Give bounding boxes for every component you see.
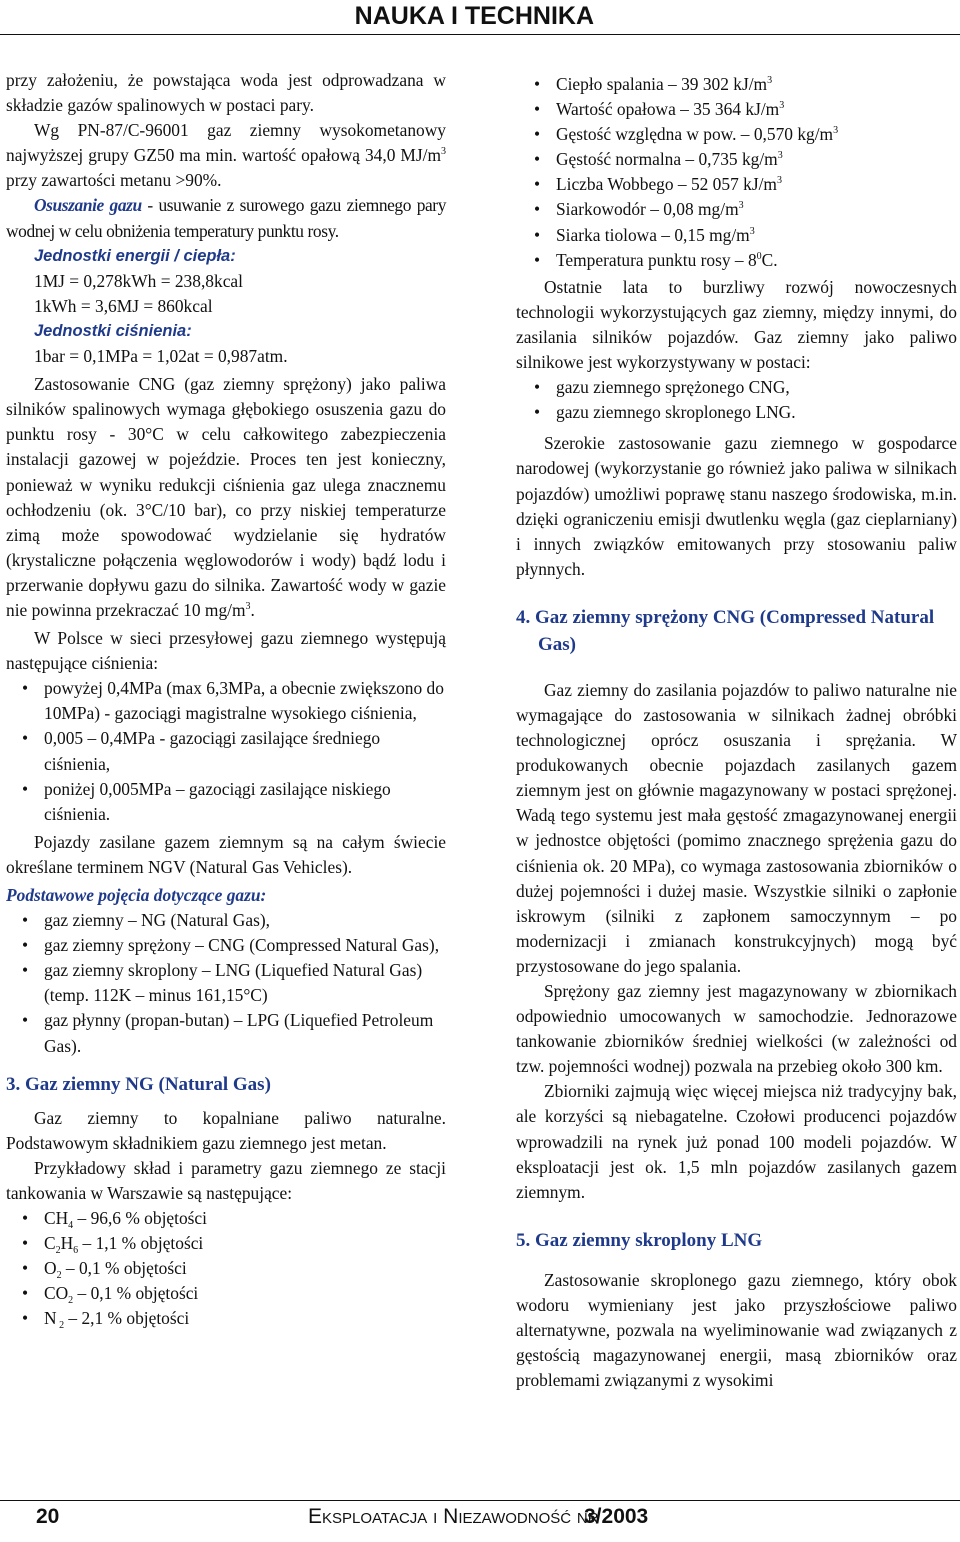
issue-number: 3/2003 (584, 1505, 649, 1528)
pressure-units-title: Jednostki ciśnienia: (34, 321, 192, 340)
list-item: • $CH_4 - 96,6$ % objętości (22, 1208, 207, 1232)
list-item: • poniżej 0,005MPa – gazociągi zasilające niskiego ciśnienia. (22, 778, 391, 824)
list-item: • powyżej 0,4MPa (max 6,3MPa, a obecnie zwiększono do 10MPa) - gazociągi magistralne wysokiego ciśnienia, (22, 678, 444, 724)
paragraph-drying: Osuszanie gazu - usuwanie z surowego gazu ziemnego pary wodnej w celu obniżenia temperatury punktu rosy. (6, 195, 446, 241)
list-item: • Gęstość względna w pow. – 0,570 $kg/m^3$ (534, 124, 839, 145)
list-item: • gazu ziemnego skroplonego LNG. (534, 402, 796, 423)
units-box (6, 244, 446, 369)
paragraph-pn-norm: Wg PN-87/C-96001 gaz ziemny wysokometanowy najwyższej grupy GZ50 ma min. wartość opałową 34,0 $MJ/m^3$ przy zawartości metanu >90%. (6, 120, 446, 191)
term-drying: Osuszanie gazu (34, 195, 142, 216)
paragraph-poland-pressures: W Polsce w sieci przesyłowej gazu ziemnego występują następujące ciśnienia: (6, 628, 446, 674)
list-item: • gaz ziemny skroplony – LNG (Liquefied Natural Gas) (temp. 112K – minus 161,15°C) (22, 960, 423, 1006)
list-item: • Wartość opałowa – 35 364 $kJ/m^3$ (534, 99, 785, 120)
header-rule (0, 34, 960, 35)
energy-unit-line-1: 1MJ = 0,278kWh = 238,8kcal (34, 270, 243, 291)
list-item: • 0,005 – 0,4MPa - gazociągi zasilające średniego ciśnienia, (22, 728, 381, 774)
list-item: • Ciepło spalania – 39 302 $kJ/m^3$ (534, 74, 773, 94)
concepts-title: Podstawowe pojęcia dotyczące gazu: (6, 885, 267, 905)
fuel-forms-list (516, 375, 957, 425)
list-item: • Gęstość normalna – 0,735 $kg/m^3$ (534, 149, 783, 170)
page-number: 20 (36, 1505, 60, 1528)
section-4-heading: 4. Gaz ziemny sprężony CNG (Compressed Natural Gas) (516, 606, 935, 655)
paragraph-wide-use: Szerokie zastosowanie gazu ziemnego w gospodarce narodowej (wykorzystanie go również jako paliwa w silnikach pojazdów) umożliwi poprawę stanu naszego środowiska, m.in. dzięki ograniczeniu emisji dwutlenku węgla (gaz cieplarniany) i innych związków emitowanych przy stosowaniu paliw płynnych. (516, 433, 957, 579)
list-item: • $CO_2 - 0,1$ % objętości (22, 1283, 199, 1307)
gas-parameters-list (516, 72, 957, 273)
list-item: • Siarkowodór – 0,08 $mg/m^3$ (534, 199, 744, 220)
energy-units-title: Jednostki energii / ciepła: (34, 246, 236, 265)
composition-list (6, 1206, 446, 1331)
list-item: • $C_2H_6 - 1,1$ % objętości (22, 1233, 204, 1257)
right-column (516, 72, 957, 1393)
section-3-heading: 3. Gaz ziemny NG (Natural Gas) (6, 1073, 271, 1095)
paragraph-ngv: Pojazdy zasilane gazem ziemnym są na całym świecie określane terminem NGV (Natural Gas Vehicles). (6, 831, 446, 877)
list-item: • gaz ziemny sprężony – CNG (Compressed Natural Gas), (22, 935, 440, 956)
paragraph-cng-drying: Zastosowanie CNG (gaz ziemny sprężony) jako paliwa silników spalinowych wymaga głębokiego osuszenia gazu do punktu rosy - 30°C w celu całkowitego zabezpieczenia instalacji gazowej w pojeździe. Proces ten jest konieczny, ponieważ w wyniku redukcji ciśnienia gaz ulega znacznemu ochłodzeniu (ok. 3°C/10 bar), co przy niskiej temperaturze zimą może spowodować wydzielanie się hydratów (krystaliczne połączenia węglowodorów i wody) bądź lodu i przerwanie dopływu gazu do silnika. Zawartość wody w gazie nie powinna przekraczać 10 $mg/m^3$. (6, 374, 446, 620)
paragraph-ng-composition: Przykładowy skład i parametry gazu ziemnego ze stacji tankowania w Warszawie są następujące: (6, 1157, 446, 1203)
running-header: NAUKA I TECHNIKA (354, 2, 594, 30)
paragraph-cng-3: Zbiorniki zajmują więc więcej miejsca niż tradycyjny bak, ale korzyści są niebagatelne. Czołowi producenci pojazdów wprowadzili na rynek już ponad 100 modeli pojazdów. W eksploatacji jest ok. 1,5 mln pojazdów zasilanych gazem ziemnym. (516, 1081, 957, 1202)
paragraph-recent-years: Ostatnie lata to burzliwy rozwój nowoczesnych technologii wykorzystujących gaz ziemny, między innymi, do zasilania silników pojazdów. Gaz ziemny jako paliwo silnikowe jest wykorzystywany w postaci: (516, 276, 957, 373)
left-column (6, 68, 446, 1332)
paragraph-lng-1: Zastosowanie skroplonego gazu ziemnego, który obok wodoru wymieniany jest jako przyszłościowe paliwo alternatywne, pozwala na wyeliminowanie wad związanych z gęstością magazynowanej energii, masą zbiorników oraz problemami związanymi z wysokimi (516, 1269, 957, 1391)
concepts-list (6, 908, 446, 1059)
pressure-list (6, 676, 446, 827)
footer-rule (0, 1500, 960, 1501)
list-item: • N $_2$ – 2,1 % objętości (22, 1308, 190, 1332)
list-item: • gazu ziemnego sprężonego CNG, (534, 377, 790, 398)
energy-unit-line-2: 1kWh = 3,6MJ = 860kcal (34, 295, 213, 316)
list-item: • Liczba Wobbego – 52 057 $kJ/m^3$ (534, 174, 782, 195)
list-item: • gaz płynny (propan-butan) – LPG (Liquefied Petroleum Gas). (22, 1010, 434, 1056)
pressure-unit-line-1: 1bar = 0,1MPa = 1,02at = 0,987atm. (34, 346, 288, 367)
paragraph-cng-1: Gaz ziemny do zasilania pojazdów to paliwo naturalne nie wymagające do zastosowania w silnikach żadnej obróbki technologicznej oprócz osuszania i sprężania. W produkowanych obecnie pojazdach zasilanych gazem ziemnym jest on głównie magazynowany w postaci sprężonej. Wadą tego systemu jest mała gęstość zmagazynowanej energii w jednostce objętości (pomimo znacznego sprężenia gazu do ciśnienia ok. 20 MPa), co wymaga zastosowania zbiorników o dużej pojemności i dużej masie. Wszystkie silniki o zapłonie iskrowym (silniki z zapłonem samoczynnym – po modernizacji i zmianach konstrukcyjnych) mogą być przystosowane do jego spalania. (516, 679, 957, 976)
list-item: • Temperatura punktu rosy – $8^0C$. (534, 249, 778, 270)
paragraph-continuation: przy założeniu, że powstająca woda jest odprowadzana w składzie gazów spalinowych w postaci pary. (6, 70, 446, 116)
list-item: • $O_2 - 0,1$ % objętości (22, 1258, 187, 1282)
list-item: • gaz ziemny – NG (Natural Gas), (22, 910, 270, 931)
section-5-heading: 5. Gaz ziemny skroplony LNG (516, 1229, 763, 1251)
list-item: • Siarka tiolowa – 0,15 $mg/m^3$ (534, 224, 755, 245)
paragraph-ng-intro: Gaz ziemny to kopalniane paliwo naturalne. Podstawowym składnikiem gazu ziemnego jest metan. (6, 1107, 446, 1153)
journal-name: Eksploatacja i Niezawodność nr (308, 1505, 599, 1528)
paragraph-cng-2: Sprężony gaz ziemny jest magazynowany w zbiornikach odpowiednio umocowanych w samochodzie. Jednorazowe tankowanie zbiorników średniej wielkości (w zależności od tzw. pojemności wodnej) pozwala na przebieg około 300 km. (516, 981, 957, 1077)
